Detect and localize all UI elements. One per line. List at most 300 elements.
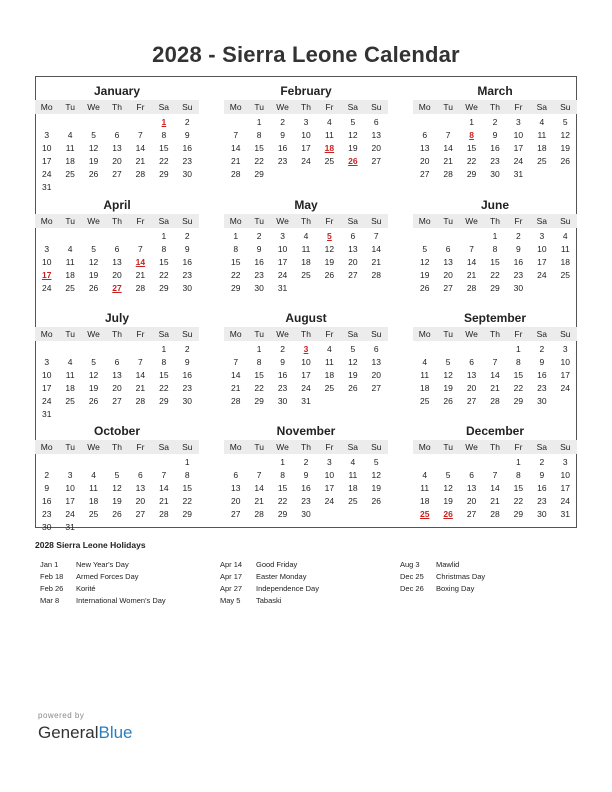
month-july xyxy=(35,303,199,419)
day-cell: 16 xyxy=(490,143,500,153)
day-cell: 17 xyxy=(301,143,311,153)
day-cell: 3 xyxy=(516,117,521,127)
day-cell: 8 xyxy=(184,470,190,480)
day-cell: 31 xyxy=(560,509,570,519)
day-cell: 19 xyxy=(348,143,358,153)
day-cell: 10 xyxy=(301,130,311,140)
day-cell: 31 xyxy=(301,396,311,406)
day-cell: 19 xyxy=(371,483,381,493)
day-cell: 9 xyxy=(44,483,50,493)
day-cell: 26 xyxy=(324,270,335,280)
day-cell: 14 xyxy=(254,483,264,493)
month-december xyxy=(413,416,577,524)
month-april xyxy=(35,190,199,298)
day-cell: 24 xyxy=(513,156,524,166)
day-cell: 1 xyxy=(256,344,262,354)
weekday-label: Fr xyxy=(514,329,523,339)
day-cell: 18 xyxy=(537,143,547,153)
holiday-name: Tabaski xyxy=(256,596,282,605)
day-cell: 28 xyxy=(466,283,477,293)
day-cell: 1 xyxy=(516,344,521,354)
day-cell: 17 xyxy=(41,156,52,166)
day-cell: 21 xyxy=(371,257,381,267)
weekday-label: Su xyxy=(182,442,193,452)
weekday-label: Mo xyxy=(229,442,242,452)
weekday-label: We xyxy=(276,216,289,226)
day-cell: 28 xyxy=(490,509,500,519)
day-cell: 26 xyxy=(88,169,99,179)
day-cell: 5 xyxy=(445,357,451,367)
holiday-day-cell: 1 xyxy=(161,117,167,127)
weekday-header xyxy=(35,214,199,228)
day-cell: 20 xyxy=(371,370,381,380)
weekday-label: Fr xyxy=(325,329,334,339)
day-cell: 20 xyxy=(112,156,122,166)
day-cell: 1 xyxy=(280,457,285,467)
day-cell: 23 xyxy=(301,496,311,506)
day-cell: 16 xyxy=(182,370,192,380)
weekday-label: Su xyxy=(182,216,193,226)
day-cell: 26 xyxy=(560,156,570,166)
month-january xyxy=(35,76,199,192)
day-cell: 11 xyxy=(301,244,311,254)
weekday-label: We xyxy=(465,102,478,112)
day-cell: 3 xyxy=(303,117,309,127)
weekday-label: We xyxy=(465,329,478,339)
day-cell: 15 xyxy=(159,143,169,153)
day-cell: 22 xyxy=(513,383,524,393)
weekday-label: Sa xyxy=(536,102,548,112)
day-cell: 22 xyxy=(159,270,169,280)
day-cell: 11 xyxy=(537,130,547,140)
day-cell: 12 xyxy=(112,483,122,493)
month-name: January xyxy=(93,84,141,98)
weekday-header xyxy=(35,440,199,454)
day-cell: 28 xyxy=(230,396,241,406)
month-name: April xyxy=(103,198,131,212)
day-cell: 7 xyxy=(256,470,262,480)
day-cell: 24 xyxy=(277,270,288,280)
day-cell: 23 xyxy=(513,270,524,280)
day-cell: 10 xyxy=(301,357,311,367)
day-cell: 8 xyxy=(161,244,167,254)
day-cell: 22 xyxy=(254,383,264,393)
day-cell: 16 xyxy=(41,496,52,506)
weekday-label: Fr xyxy=(136,102,145,112)
day-cell: 25 xyxy=(348,496,358,506)
weekday-label: Th xyxy=(301,442,311,452)
day-cell: 5 xyxy=(350,344,356,354)
day-cell: 18 xyxy=(65,270,75,280)
holiday-date: Dec 25 xyxy=(400,572,424,581)
day-cell: 8 xyxy=(256,130,262,140)
month-february xyxy=(224,76,388,184)
weekday-label: Fr xyxy=(136,216,145,226)
weekday-header xyxy=(224,440,388,454)
day-cell: 4 xyxy=(91,470,96,480)
weekday-label: Th xyxy=(490,216,500,226)
day-cell: 20 xyxy=(112,270,122,280)
day-cell: 23 xyxy=(41,509,52,519)
day-cell: 19 xyxy=(88,383,99,393)
day-cell: 9 xyxy=(184,244,190,254)
day-cell: 27 xyxy=(112,169,122,179)
holiday-date: Feb 18 xyxy=(40,572,64,581)
day-cell: 28 xyxy=(230,169,241,179)
day-cell: 29 xyxy=(277,509,288,519)
day-cell: 6 xyxy=(422,130,428,140)
day-cell: 11 xyxy=(325,357,334,367)
day-cell: 26 xyxy=(443,396,453,406)
day-cell: 28 xyxy=(135,283,146,293)
day-cell: 18 xyxy=(65,156,75,166)
weekday-label: Mo xyxy=(418,329,431,339)
day-cell: 6 xyxy=(114,130,120,140)
holiday-date: Jan 1 xyxy=(40,560,59,569)
holiday-day-cell: 8 xyxy=(469,130,474,140)
day-cell: 3 xyxy=(327,457,332,467)
weekday-label: Fr xyxy=(514,442,523,452)
day-cell: 10 xyxy=(41,370,52,380)
day-cell: 27 xyxy=(371,383,381,393)
day-cell: 24 xyxy=(41,396,52,406)
day-cell: 12 xyxy=(88,257,99,267)
day-cell: 31 xyxy=(41,182,52,192)
day-cell: 29 xyxy=(230,283,241,293)
day-cell: 14 xyxy=(490,483,500,493)
day-cell: 30 xyxy=(182,396,192,406)
day-cell: 19 xyxy=(443,383,453,393)
month-june xyxy=(413,190,577,298)
day-cell: 16 xyxy=(537,370,547,380)
footer-brand xyxy=(38,711,133,743)
weekday-label: Th xyxy=(112,329,122,339)
weekday-label: Tu xyxy=(443,216,453,226)
holiday-day-cell: 14 xyxy=(135,257,146,267)
day-cell: 3 xyxy=(562,457,568,467)
day-cell: 15 xyxy=(254,370,264,380)
day-cell: 13 xyxy=(443,257,453,267)
day-cell: 16 xyxy=(182,257,192,267)
day-cell: 26 xyxy=(88,396,99,406)
day-cell: 21 xyxy=(230,383,241,393)
day-cell: 6 xyxy=(350,231,356,241)
weekday-header xyxy=(413,214,577,228)
day-cell: 16 xyxy=(537,483,547,493)
day-cell: 8 xyxy=(280,470,285,480)
day-cell: 25 xyxy=(324,156,335,166)
weekday-label: Su xyxy=(560,216,571,226)
month-name: September xyxy=(463,311,527,325)
day-cell: 4 xyxy=(67,357,73,367)
weekday-label: Th xyxy=(112,102,122,112)
day-cell: 25 xyxy=(419,396,430,406)
holiday-day-cell: 17 xyxy=(41,270,52,280)
day-cell: 20 xyxy=(466,383,477,393)
weekday-label: Fr xyxy=(325,216,334,226)
day-cell: 30 xyxy=(277,396,288,406)
month-march xyxy=(413,76,577,184)
day-cell: 23 xyxy=(537,496,547,506)
holiday-name: Good Friday xyxy=(256,560,298,569)
day-cell: 21 xyxy=(443,156,453,166)
day-cell: 11 xyxy=(560,244,570,254)
day-cell: 4 xyxy=(67,130,73,140)
day-cell: 9 xyxy=(539,470,545,480)
day-cell: 21 xyxy=(490,496,500,506)
day-cell: 8 xyxy=(492,244,498,254)
day-cell: 23 xyxy=(182,156,192,166)
day-cell: 8 xyxy=(233,244,239,254)
day-cell: 12 xyxy=(443,370,453,380)
day-cell: 5 xyxy=(373,457,379,467)
day-cell: 5 xyxy=(562,117,568,127)
day-cell: 21 xyxy=(230,156,241,166)
day-cell: 8 xyxy=(516,357,521,367)
day-cell: 12 xyxy=(371,470,381,480)
day-cell: 3 xyxy=(280,231,285,241)
weekday-label: Su xyxy=(560,442,571,452)
weekday-label: Tu xyxy=(443,442,453,452)
weekday-header xyxy=(224,100,388,114)
weekday-label: Mo xyxy=(40,102,53,112)
day-cell: 6 xyxy=(469,470,474,480)
weekday-label: Su xyxy=(371,216,382,226)
day-cell: 18 xyxy=(301,257,311,267)
day-cell: 12 xyxy=(348,130,358,140)
day-cell: 13 xyxy=(112,143,122,153)
day-cell: 21 xyxy=(135,383,146,393)
day-cell: 7 xyxy=(233,357,239,367)
day-cell: 14 xyxy=(371,244,381,254)
weekday-label: Sa xyxy=(158,329,170,339)
day-cell: 17 xyxy=(324,483,335,493)
month-name: August xyxy=(285,311,327,325)
day-cell: 27 xyxy=(230,509,241,519)
day-cell: 31 xyxy=(65,522,75,532)
day-cell: 23 xyxy=(277,383,288,393)
weekday-label: Th xyxy=(490,102,500,112)
holidays-title: 2028 Sierra Leone Holidays xyxy=(35,540,146,550)
day-cell: 15 xyxy=(159,370,169,380)
holiday-name: Easter Monday xyxy=(256,572,307,581)
generalblue-logo xyxy=(38,723,133,743)
day-cell: 17 xyxy=(560,483,570,493)
weekday-label: Mo xyxy=(418,442,431,452)
day-cell: 14 xyxy=(230,143,241,153)
day-cell: 4 xyxy=(67,244,73,254)
month-name: February xyxy=(280,84,332,98)
day-cell: 20 xyxy=(371,143,381,153)
day-cell: 25 xyxy=(560,270,570,280)
day-cell: 19 xyxy=(88,156,99,166)
day-cell: 28 xyxy=(159,509,169,519)
day-cell: 27 xyxy=(443,283,453,293)
day-cell: 9 xyxy=(256,244,262,254)
day-cell: 30 xyxy=(182,283,192,293)
month-august xyxy=(224,303,388,411)
day-cell: 9 xyxy=(280,357,285,367)
holiday-date: Aug 3 xyxy=(400,560,420,569)
day-cell: 12 xyxy=(348,357,358,367)
day-cell: 29 xyxy=(490,283,500,293)
day-cell: 25 xyxy=(65,283,75,293)
weekday-label: We xyxy=(276,442,289,452)
day-cell: 16 xyxy=(277,370,288,380)
day-cell: 8 xyxy=(161,357,167,367)
day-cell: 17 xyxy=(560,370,570,380)
weekday-label: Fr xyxy=(325,102,334,112)
day-cell: 30 xyxy=(182,169,192,179)
day-cell: 2 xyxy=(492,117,498,127)
day-cell: 11 xyxy=(89,483,98,493)
day-cell: 2 xyxy=(256,231,262,241)
day-cell: 27 xyxy=(419,169,430,179)
weekday-header xyxy=(35,100,199,114)
day-cell: 28 xyxy=(135,169,146,179)
day-cell: 10 xyxy=(65,483,75,493)
day-cell: 12 xyxy=(324,244,335,254)
day-cell: 19 xyxy=(112,496,122,506)
weekday-label: Th xyxy=(490,442,500,452)
day-cell: 15 xyxy=(490,257,500,267)
day-cell: 6 xyxy=(114,357,120,367)
month-name: May xyxy=(294,198,318,212)
holiday-day-cell: 26 xyxy=(443,509,453,519)
day-cell: 30 xyxy=(41,522,52,532)
day-cell: 24 xyxy=(301,383,311,393)
day-cell: 8 xyxy=(256,357,262,367)
day-cell: 23 xyxy=(182,383,192,393)
day-cell: 12 xyxy=(560,130,570,140)
day-cell: 23 xyxy=(182,270,192,280)
day-cell: 7 xyxy=(492,470,498,480)
day-cell: 7 xyxy=(233,130,239,140)
day-cell: 6 xyxy=(114,244,120,254)
weekday-label: We xyxy=(465,442,478,452)
month-name: June xyxy=(480,198,509,212)
day-cell: 26 xyxy=(88,283,99,293)
day-cell: 26 xyxy=(348,383,358,393)
day-cell: 19 xyxy=(348,370,358,380)
day-cell: 19 xyxy=(560,143,570,153)
day-cell: 21 xyxy=(135,270,146,280)
holiday-name: Armed Forces Day xyxy=(76,572,139,581)
day-cell: 1 xyxy=(184,457,190,467)
day-cell: 27 xyxy=(135,509,146,519)
day-cell: 10 xyxy=(277,244,288,254)
day-cell: 6 xyxy=(373,344,379,354)
day-cell: 2 xyxy=(44,470,50,480)
weekday-label: Tu xyxy=(443,102,453,112)
day-cell: 18 xyxy=(88,496,99,506)
day-cell: 11 xyxy=(65,143,75,153)
month-october xyxy=(35,416,199,532)
day-cell: 27 xyxy=(466,396,477,406)
day-cell: 27 xyxy=(348,270,358,280)
day-cell: 6 xyxy=(469,357,474,367)
weekday-label: Mo xyxy=(40,329,53,339)
holiday-day-cell: 3 xyxy=(303,344,309,354)
holiday-name: Independence Day xyxy=(256,584,319,593)
day-cell: 9 xyxy=(184,357,190,367)
day-cell: 29 xyxy=(513,396,524,406)
day-cell: 24 xyxy=(324,496,335,506)
weekday-header xyxy=(413,327,577,341)
weekday-label: Mo xyxy=(229,102,242,112)
day-cell: 5 xyxy=(91,357,96,367)
weekday-label: Sa xyxy=(158,216,170,226)
day-cell: 9 xyxy=(280,130,285,140)
day-cell: 29 xyxy=(513,509,524,519)
weekday-label: Su xyxy=(182,102,193,112)
day-cell: 22 xyxy=(490,270,500,280)
day-cell: 20 xyxy=(419,156,430,166)
day-cell: 30 xyxy=(513,283,524,293)
day-cell: 19 xyxy=(88,270,99,280)
day-cell: 20 xyxy=(230,496,241,506)
day-cell: 7 xyxy=(138,130,143,140)
day-cell: 5 xyxy=(350,117,356,127)
day-cell: 29 xyxy=(159,283,169,293)
day-cell: 7 xyxy=(138,244,143,254)
day-cell: 24 xyxy=(537,270,547,280)
day-cell: 14 xyxy=(159,483,169,493)
day-cell: 28 xyxy=(443,169,453,179)
day-cell: 21 xyxy=(490,383,500,393)
weekday-label: Sa xyxy=(158,102,170,112)
day-cell: 31 xyxy=(277,283,288,293)
day-cell: 5 xyxy=(422,244,428,254)
day-cell: 17 xyxy=(537,257,547,267)
weekday-header xyxy=(413,100,577,114)
day-cell: 29 xyxy=(254,396,264,406)
day-cell: 31 xyxy=(41,409,52,419)
day-cell: 14 xyxy=(135,370,146,380)
weekday-label: Tu xyxy=(65,216,75,226)
day-cell: 10 xyxy=(41,257,52,267)
day-cell: 17 xyxy=(277,257,288,267)
day-cell: 12 xyxy=(419,257,430,267)
day-cell: 1 xyxy=(233,231,239,241)
day-cell: 21 xyxy=(135,156,146,166)
month-name: October xyxy=(93,424,140,438)
day-cell: 25 xyxy=(65,169,75,179)
day-cell: 13 xyxy=(112,370,122,380)
day-cell: 15 xyxy=(513,370,524,380)
day-cell: 9 xyxy=(516,244,521,254)
weekday-label: Th xyxy=(490,329,500,339)
day-cell: 30 xyxy=(254,283,264,293)
day-cell: 13 xyxy=(419,143,430,153)
day-cell: 20 xyxy=(135,496,146,506)
weekday-label: Su xyxy=(371,442,382,452)
day-cell: 20 xyxy=(466,496,477,506)
day-cell: 19 xyxy=(419,270,430,280)
weekday-label: We xyxy=(465,216,478,226)
day-cell: 6 xyxy=(233,470,239,480)
day-cell: 14 xyxy=(443,143,453,153)
day-cell: 9 xyxy=(303,470,309,480)
day-cell: 29 xyxy=(254,169,264,179)
holiday-day-cell: 18 xyxy=(324,143,335,153)
day-cell: 15 xyxy=(254,143,264,153)
day-cell: 5 xyxy=(91,244,96,254)
weekday-label: Su xyxy=(560,329,571,339)
weekday-label: Mo xyxy=(40,442,53,452)
day-cell: 28 xyxy=(371,270,381,280)
day-cell: 8 xyxy=(161,130,167,140)
